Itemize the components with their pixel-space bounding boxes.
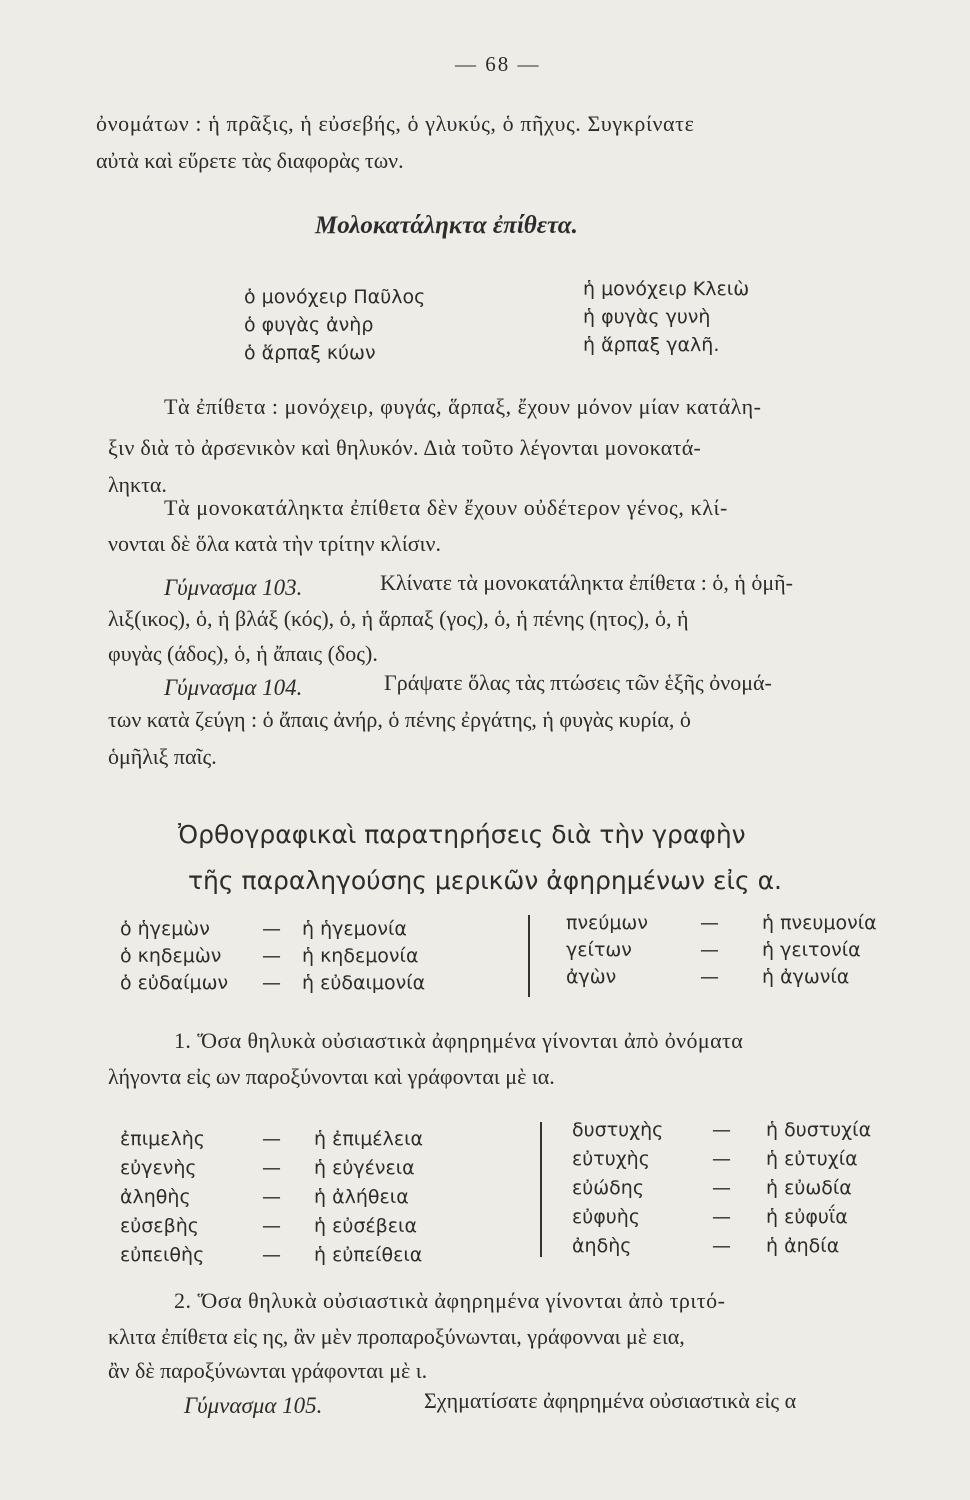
- table-ies-left-abstracts: [314, 1125, 423, 1270]
- dash: —: [712, 1177, 731, 1199]
- table-cell: ἡ κηδεμονία: [302, 945, 419, 967]
- exercise-label: Γύμνασμα 103.: [164, 575, 303, 600]
- adjective-examples-right: [583, 275, 749, 359]
- table-cell: εὐγενὴς: [120, 1157, 197, 1179]
- table-ies-left-words: [120, 1125, 205, 1270]
- heading-line: Ὀρθογραφικαὶ παρατηρήσεις διὰ τὴν γραφὴν: [178, 820, 746, 849]
- exercise-label: Γύμνασμα 104.: [164, 675, 303, 700]
- table-cell: πνεύμων: [566, 912, 648, 934]
- text-line: 1. Ὅσα θηλυκὰ οὐσιαστικὰ ἀφηρημένα γίνονται ἀπὸ ὀνόματα: [174, 1028, 744, 1053]
- list-item: ὁ φυγὰς ἀνὴρ: [244, 314, 374, 336]
- text-line: ληκτα.: [108, 472, 167, 497]
- table-cell: ἡ πνευμονία: [762, 912, 877, 934]
- dash: —: [262, 1157, 281, 1179]
- table-ies-right-words: [572, 1116, 663, 1261]
- text-line: Τὰ μονοκατάληκτα ἐπίθετα δὲν ἔχουν οὐδέτερον γένος, κλί-: [164, 495, 728, 520]
- text-line: ὀνομάτων : ἡ πρᾶξις, ἡ εὐσεβής, ὁ γλυκύς, ὁ πῆχυς. Συγκρίνατε: [96, 111, 695, 136]
- exercise-label: Γύμνασμα 105.: [184, 1393, 323, 1418]
- table-cell: ἡ εὐσέβεια: [314, 1215, 418, 1237]
- dash: —: [262, 1128, 281, 1150]
- table-cell: ἀληθὴς: [120, 1186, 191, 1208]
- table-cell: ἡ ἀγωνία: [762, 966, 850, 988]
- table-cell: εὐώδης: [572, 1177, 644, 1199]
- table-cell: ἡ ἀηδία: [766, 1235, 840, 1257]
- table-cell: ἡ εὐπείθεια: [314, 1244, 423, 1266]
- text-line: νονται δὲ ὅλα κατὰ τὴν τρίτην κλίσιν.: [108, 531, 441, 556]
- table-cell: ἀγὼν: [566, 966, 617, 988]
- table-ogn-right-words: [566, 910, 648, 991]
- dash: —: [712, 1206, 731, 1228]
- table-cell: ὁ εὐδαίμων: [120, 972, 229, 994]
- table-cell: εὐσεβὴς: [120, 1215, 199, 1237]
- list-item: ἡ ἅρπαξ γαλῆ.: [583, 334, 720, 356]
- dash: —: [262, 1186, 281, 1208]
- table-cell: ἡ ἡγεμονία: [302, 918, 407, 940]
- dash: —: [262, 945, 281, 967]
- table-ogn-left-abstracts: [302, 916, 425, 997]
- table-cell: ἡ εὐτυχία: [766, 1148, 858, 1170]
- text-line: ὁμῆλιξ παῖς.: [108, 744, 217, 769]
- text-line: ἂν δὲ παροξύνωνται γράφονται μὲ ι.: [108, 1358, 428, 1383]
- table-cell: ἡ ἐπιμέλεια: [314, 1128, 424, 1150]
- table-cell: ἡ εὐωδία: [766, 1177, 852, 1199]
- table-cell: εὐπειθὴς: [120, 1244, 205, 1266]
- table-cell: γείτων: [566, 939, 632, 961]
- table-cell: εὐφυὴς: [572, 1206, 640, 1228]
- table-cell: ἐπιμελὴς: [120, 1128, 205, 1150]
- text-line: Κλίνατε τὰ μονοκατάληκτα ἐπίθετα : ὁ, ἡ ὁμῆ-: [380, 570, 794, 595]
- dash: —: [262, 972, 281, 994]
- table-cell: εὐτυχὴς: [572, 1148, 650, 1170]
- table-cell: ἡ ἀλήθεια: [314, 1186, 409, 1208]
- text-line: Τὰ ἐπίθετα : μονόχειρ, φυγάς, ἅρπαξ, ἔχουν μόνον μίαν κατάλη-: [164, 394, 762, 419]
- text-line: αὐτὰ καὶ εὕρετε τὰς διαφορὰς των.: [96, 148, 404, 173]
- list-item: ὁ μονόχειρ Παῦλος: [244, 286, 426, 308]
- dash: —: [712, 1235, 731, 1257]
- text-line: ξιν διὰ τὸ ἀρσενικὸν καὶ θηλυκόν. Διὰ τοῦτο λέγονται μονοκατά-: [108, 435, 702, 460]
- text-line: 2. Ὅσα θηλυκὰ οὐσιαστικὰ ἀφηρημένα γίνονται ἀπὸ τριτό-: [174, 1288, 726, 1313]
- table-ies-left-dashes: [262, 1125, 281, 1270]
- dash: —: [700, 939, 719, 961]
- dash: —: [712, 1148, 731, 1170]
- dash: —: [262, 918, 281, 940]
- text-line: λιξ(ικος), ὁ, ἡ βλάξ (κός), ὁ, ἡ ἅρπαξ (γος), ὁ, ἡ πένης (ητος), ὁ, ἡ: [108, 606, 689, 631]
- table-cell: ἡ γειτονία: [762, 939, 861, 961]
- section-heading-monokatalikta: Μολοκατάληκτα ἐπίθετα.: [315, 212, 578, 239]
- table-cell: ὁ κηδεμὼν: [120, 945, 222, 967]
- table-cell: ἡ δυστυχία: [766, 1119, 872, 1141]
- heading-line: τῆς παραληγούσης μερικῶν ἀφηρημένων εἰς α.: [188, 866, 783, 895]
- text-line: λήγοντα εἰς ων παροξύνονται καὶ γράφονται μὲ ια.: [108, 1064, 555, 1089]
- section-heading-orthography: [178, 812, 782, 904]
- table-divider: [540, 1122, 542, 1257]
- table-cell: δυστυχὴς: [572, 1119, 664, 1141]
- dash: —: [712, 1119, 731, 1141]
- list-item: ἡ μονόχειρ Κλειὼ: [583, 278, 750, 300]
- text-line: κλιτα ἐπίθετα εἰς ης, ἂν μὲν προπαροξύνωνται, γράφονναι μὲ εια,: [108, 1324, 685, 1349]
- list-item: ἡ φυγὰς γυνὴ: [583, 306, 711, 328]
- dash: —: [262, 1215, 281, 1237]
- table-ogn-right-dashes: [700, 910, 719, 991]
- dash: —: [700, 912, 719, 934]
- list-item: ὁ ἅρπαξ κύων: [244, 342, 376, 364]
- table-cell: ὁ ἡγεμὼν: [120, 918, 210, 940]
- page-number: — 68 —: [455, 52, 541, 76]
- table-cell: ἡ εὐφυΐα: [766, 1206, 848, 1228]
- text-line: των κατὰ ζεύγη : ὁ ἄπαις ἀνήρ, ὁ πένης ἐργάτης, ἡ φυγὰς κυρία, ὁ: [108, 707, 691, 732]
- table-ogn-left-dashes: [262, 916, 281, 997]
- dash: —: [700, 966, 719, 988]
- table-ies-right-dashes: [712, 1116, 731, 1261]
- table-ogn-left-words: [120, 916, 228, 997]
- table-cell: ἡ εὐγένεια: [314, 1157, 415, 1179]
- table-ies-right-abstracts: [766, 1116, 871, 1261]
- text-line: Γράψατε ὅλας τὰς πτώσεις τῶν ἑξῆς ὀνομά-: [384, 670, 772, 695]
- text-line: φυγὰς (άδος), ὁ, ἡ ἄπαις (δος).: [108, 641, 378, 666]
- text-line: Σχηματίσατε ἀφηρημένα οὐσιαστικὰ εἰς α: [424, 1388, 797, 1413]
- table-divider: [528, 915, 530, 997]
- table-ogn-right-abstracts: [762, 910, 877, 991]
- table-cell: ἀηδὴς: [572, 1235, 632, 1257]
- adjective-examples-left: [244, 283, 425, 367]
- table-cell: ἡ εὐδαιμονία: [302, 972, 426, 994]
- dash: —: [262, 1244, 281, 1266]
